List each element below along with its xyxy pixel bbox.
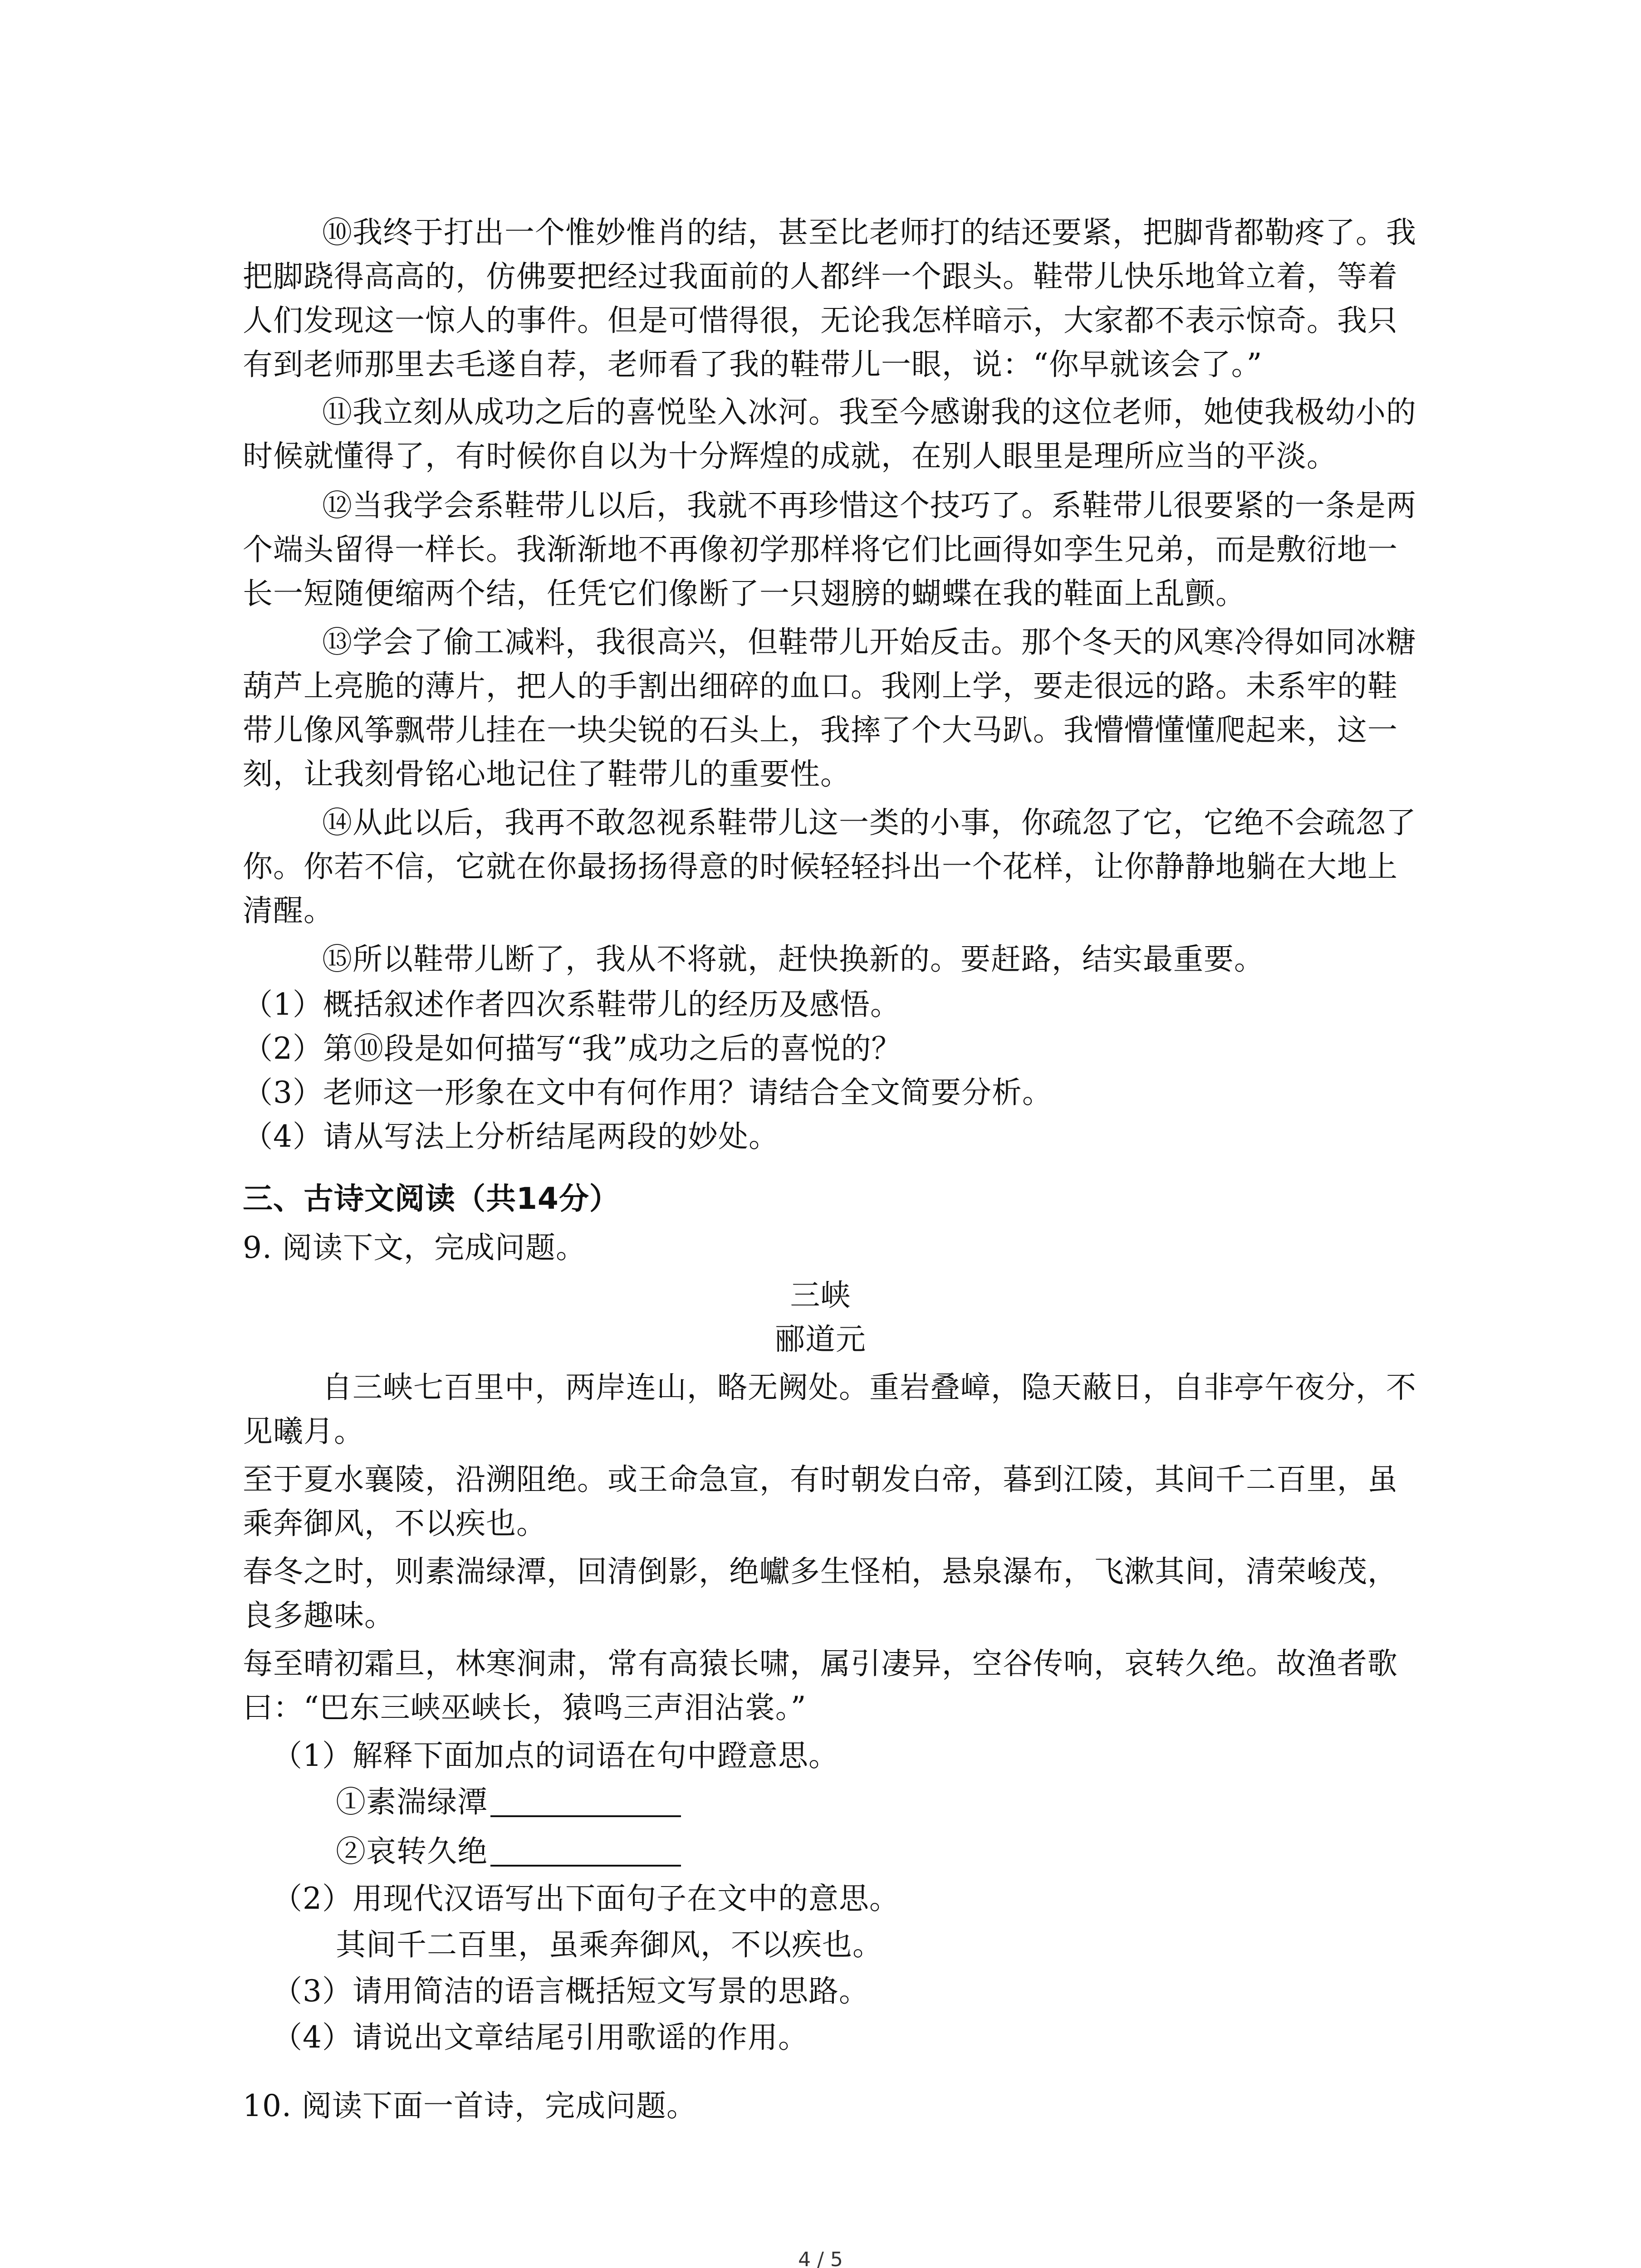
paragraph-12-line-3: 长一短随便缩两个结，任凭它们像断了一只翅膀的蝴蝶在我的鞋面上乱颤。 [243, 576, 1246, 611]
question-9-2-sentence: 其间千二百里，虽乘奔御风，不以疾也。 [336, 1927, 883, 1962]
classical-text-line-8: 曰：“巴东三峡巫峡长，猿鸣三声泪沾裳。” [243, 1690, 807, 1725]
paragraph-13-line-1: ⑬学会了偷工减料，我很高兴，但鞋带儿开始反击。那个冬天的风寒冷得如同冰糖 [322, 625, 1416, 660]
paragraph-10-line-2: 把脚跷得高高的，仿佛要把经过我面前的人都绊一个跟头。鞋带儿快乐地耸立着，等着 [243, 259, 1398, 294]
paragraph-10-line-4: 有到老师那里去毛遂自荐，老师看了我的鞋带儿一眼，说：“你早就该会了。” [243, 347, 1263, 382]
paragraph-13-line-3: 带儿像风筝飘带儿挂在一块尖锐的石头上，我摔了个大马趴。我懵懵懂懂爬起来，这一 [243, 713, 1398, 748]
paragraph-12-line-1: ⑫当我学会系鞋带儿以后，我就不再珍惜这个技巧了。系鞋带儿很要紧的一条是两 [322, 488, 1416, 523]
question-9-2: （2）用现代汉语写出下面句子在文中的意思。 [272, 1881, 900, 1916]
classical-text-line-2: 见曦月。 [243, 1414, 364, 1449]
paragraph-10-line-1: ⑩我终于打出一个惟妙惟肖的结，甚至比老师打的结还要紧，把脚背都勒疼了。我 [322, 215, 1416, 250]
paragraph-13-line-4: 刻，让我刻骨铭心地记住了鞋带儿的重要性。 [243, 757, 851, 792]
classical-text-line-1: 自三峡七百里中，两岸连山，略无阙处。重岩叠嶂，隐天蔽日，自非亭午夜分，不 [322, 1370, 1416, 1405]
question-10-stem: 10. 阅读下面一首诗，完成问题。 [243, 2088, 697, 2123]
question-9-1-a-row [336, 1784, 681, 1819]
question-9-1-a: ①素湍绿潭 [336, 1784, 488, 1819]
section-3-heading: 三、古诗文阅读（共14分） [243, 1181, 620, 1216]
classical-text-line-3: 至于夏水襄陵，沿溯阻绝。或王命急宣，有时朝发白帝，暮到江陵，其间千二百里，虽 [243, 1462, 1398, 1497]
answer-blank-b[interactable] [490, 1838, 681, 1867]
paragraph-11-line-1: ⑪我立刻从成功之后的喜悦坠入冰河。我至今感谢我的这位老师，她使我极幼小的 [322, 395, 1416, 430]
question-8-1: （1）概括叙述作者四次系鞋带儿的经历及感悟。 [243, 987, 901, 1022]
classical-text-line-5: 春冬之时，则素湍绿潭，回清倒影，绝巘多生怪柏，悬泉瀑布，飞漱其间，清荣峻茂， [243, 1554, 1398, 1589]
paragraph-14-line-2: 你。你若不信，它就在你最扬扬得意的时候轻轻抖出一个花样，让你静静地躺在大地上 [243, 849, 1398, 884]
question-9-3: （3）请用简洁的语言概括短文写景的思路。 [272, 1974, 869, 2009]
classical-text-line-7: 每至晴初霜旦，林寒涧肃，常有高猿长啸，属引凄异，空谷传响，哀转久绝。故渔者歌 [243, 1646, 1398, 1681]
paragraph-14-line-1: ⑭从此以后，我再不敢忽视系鞋带儿这一类的小事，你疏忽了它，它绝不会疏忽了 [322, 805, 1416, 840]
question-8-4: （4）请从写法上分析结尾两段的妙处。 [243, 1119, 779, 1154]
classical-text-line-6: 良多趣味。 [243, 1598, 395, 1633]
answer-blank-a[interactable] [490, 1788, 681, 1817]
page-number: 4 / 5 [798, 2248, 843, 2268]
paragraph-15-line-1: ⑮所以鞋带儿断了，我从不将就，赶快换新的。要赶路，结实最重要。 [322, 942, 1264, 977]
question-9-1-b: ②哀转久绝 [336, 1834, 488, 1869]
question-9-stem: 9. 阅读下文，完成问题。 [243, 1230, 586, 1265]
paragraph-14-line-3: 清醒。 [243, 893, 334, 928]
paragraph-11-line-2: 时候就懂得了，有时候你自以为十分辉煌的成就，在别人眼里是理所应当的平淡。 [243, 439, 1337, 474]
paragraph-13-line-2: 葫芦上亮脆的薄片，把人的手割出细碎的血口。我刚上学，要走很远的路。未系牢的鞋 [243, 669, 1398, 704]
classical-text-line-4: 乘奔御风，不以疾也。 [243, 1506, 547, 1541]
question-9-1-b-row [336, 1834, 681, 1869]
paragraph-12-line-2: 个端头留得一样长。我渐渐地不再像初学那样将它们比画得如孪生兄弟，而是敷衍地一 [243, 532, 1398, 567]
poem-title: 三峡 [790, 1278, 851, 1313]
paragraph-10-line-3: 人们发现这一惊人的事件。但是可惜得很，无论我怎样暗示，大家都不表示惊奇。我只 [243, 303, 1398, 338]
question-9-1: （1）解释下面加点的词语在句中蹬意思。 [272, 1738, 839, 1773]
question-8-3: （3）老师这一形象在文中有何作用？请结合全文简要分析。 [243, 1075, 1053, 1110]
question-8-2: （2）第⑩段是如何描写“我”成功之后的喜悦的？ [243, 1031, 902, 1066]
question-9-4: （4）请说出文章结尾引用歌谣的作用。 [272, 2020, 808, 2055]
poem-author: 郦道元 [775, 1322, 866, 1357]
